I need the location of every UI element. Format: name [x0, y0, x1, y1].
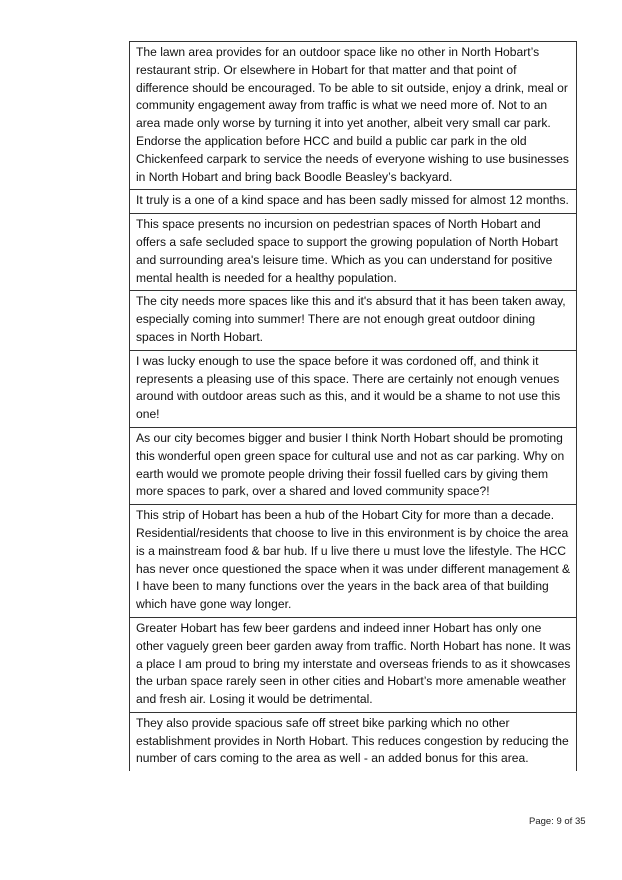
table-row	[130, 505, 577, 618]
comment-cell: The city needs more spaces like this and it's absurd that it has been taken away, especially coming into summer! There are not enough great outdoor dining spaces in North Hobart.	[130, 291, 577, 350]
comment-cell: They also provide spacious safe off street bike parking which no other establishment provides in North Hobart. This reduces congestion by reducing the number of cars coming to the area as well - an added bonus for this area.	[130, 712, 577, 771]
comment-cell: This strip of Hobart has been a hub of the Hobart City for more than a decade. Residential/residents that choose to live in this environment is by choice the area is a mainstream food & bar hub. If u live there u must love the lifestyle. The HCC has never once questioned the space when it was under different management & I have been to many functions over the years in the back area of that building which have gone way longer.	[130, 505, 577, 618]
table-row	[130, 712, 577, 771]
comment-cell: It truly is a one of a kind space and has been sadly missed for almost 12 months.	[130, 190, 577, 214]
comment-cell: As our city becomes bigger and busier I think North Hobart should be promoting this wonderful open green space for cultural use and not as car parking. Why on earth would we promote people driving their fossil fuelled cars by giving them more spaces to park, over a shared and loved community space?!	[130, 427, 577, 504]
comment-cell: This space presents no incursion on pedestrian spaces of North Hobart and offers a safe secluded space to support the growing population of North Hobart and surrounding area's leisure time. Which as you can understand for positive mental health is needed for a healthy population.	[130, 214, 577, 291]
comments-table	[129, 41, 577, 771]
comment-cell: Greater Hobart has few beer gardens and indeed inner Hobart has only one other vaguely green beer garden away from traffic. North Hobart has none. It was a place I am proud to bring my interstate and overseas friends to as it showcases the urban space rarely seen in other cities and Hobart’s more amenable weather and fresh air. Losing it would be detrimental.	[130, 617, 577, 712]
table-row	[130, 350, 577, 427]
table-row	[130, 214, 577, 291]
table-row	[130, 617, 577, 712]
table-row	[130, 427, 577, 504]
table-row	[130, 190, 577, 214]
comment-cell: I was lucky enough to use the space before it was cordoned off, and think it represents a pleasing use of this space. There are certainly not enough venues around with outdoor areas such as this, and it would be a shame to not use this one!	[130, 350, 577, 427]
table-row	[130, 42, 577, 190]
page-number: Page: 9 of 35	[529, 816, 586, 827]
comment-cell: The lawn area provides for an outdoor space like no other in North Hobart’s restaurant strip. Or elsewhere in Hobart for that matter and that point of difference should be encouraged. To be able to sit outside, enjoy a drink, meal or community engagement away from traffic is what we need more of. Not to an area made only worse by turning it into yet another, albeit very small car park. Endorse the application before HCC and build a public car park in the old Chickenfeed carpark to service the needs of everyone wishing to use businesses in North Hobart and bring back Boodle Beasley’s backyard.	[130, 42, 577, 190]
table-row	[130, 291, 577, 350]
